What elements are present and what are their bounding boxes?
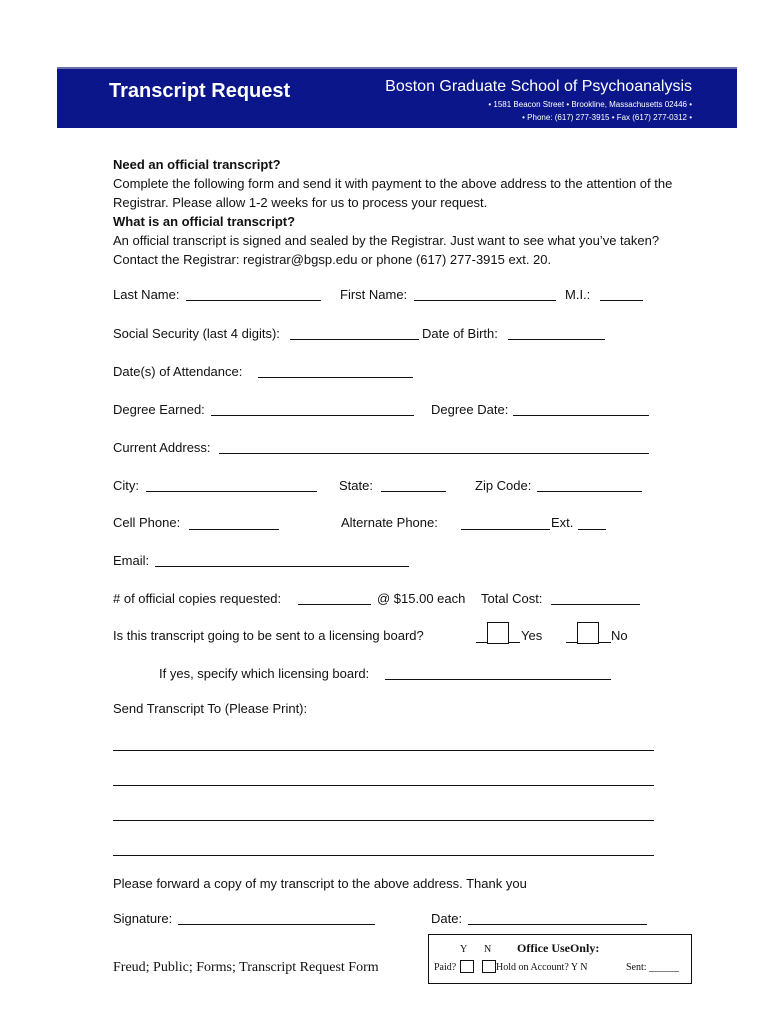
header-banner (57, 67, 737, 128)
attendance-field[interactable] (258, 377, 413, 378)
paid-yes-checkbox[interactable] (460, 960, 474, 973)
send-to-line-1[interactable] (113, 750, 654, 751)
sent-label: Sent: ______ (626, 962, 680, 973)
send-to-label: Send Transcript To (Please Print): (113, 701, 308, 716)
intro-paragraph-1: Complete the following form and send it with payment to the above address to the attention of the Registrar. Please allow 1-2 weeks for us to process your request. (113, 176, 673, 210)
school-address: • 1581 Beacon Street • Brookline, Massachusetts 02446 • (488, 100, 692, 109)
ssn-field[interactable] (290, 339, 419, 340)
degree-earned-label: Degree Earned: (113, 402, 205, 417)
cell-phone-label: Cell Phone: (113, 515, 181, 530)
intro-question-2: What is an official transcript? (113, 214, 296, 229)
state-field[interactable] (381, 491, 446, 492)
city-field[interactable] (146, 491, 317, 492)
zip-label: Zip Code: (475, 478, 532, 493)
degree-date-field[interactable] (513, 415, 649, 416)
cell-phone-field[interactable] (189, 529, 279, 530)
paid-label: Paid? (434, 962, 457, 973)
intro-section (113, 155, 673, 269)
degree-earned-field[interactable] (211, 415, 414, 416)
first-name-field[interactable] (414, 300, 556, 301)
school-name: Boston Graduate School of Psychoanalysis (385, 78, 692, 95)
total-cost-field[interactable] (551, 604, 640, 605)
no-label: No (611, 628, 628, 643)
forward-note: Please forward a copy of my transcript to the above address. Thank you (113, 876, 527, 891)
office-y-label: Y (460, 944, 468, 955)
first-name-label: First Name: (340, 287, 408, 302)
copies-label: # of official copies requested: (113, 591, 282, 606)
price-label: @ $15.00 each (377, 591, 466, 606)
current-address-label: Current Address: (113, 440, 211, 455)
licensing-board-field[interactable] (385, 679, 611, 680)
intro-paragraph-2: An official transcript is signed and sealed by the Registrar. Just want to see what you’ve taken? Contact the Registrar: registrar@bgsp.edu or phone (617) 277-3915 ext. 20. (113, 233, 660, 267)
office-use-box (428, 934, 692, 984)
yes-label: Yes (521, 628, 543, 643)
send-to-line-2[interactable] (113, 785, 654, 786)
intro-question-1: Need an official transcript? (113, 157, 281, 172)
office-use-title: Office UseOnly: (517, 941, 600, 955)
alt-phone-label: Alternate Phone: (341, 515, 438, 530)
send-to-line-4[interactable] (113, 855, 654, 856)
ext-label: Ext. (551, 515, 574, 530)
state-label: State: (339, 478, 373, 493)
mi-field[interactable] (600, 300, 643, 301)
mi-label: M.I.: (565, 287, 591, 302)
zip-field[interactable] (537, 491, 642, 492)
degree-date-label: Degree Date: (431, 402, 509, 417)
licensing-specify-label: If yes, specify which licensing board: (159, 666, 370, 681)
hold-on-account-label: Hold on Account? Y N (496, 962, 588, 973)
office-n-label: N (484, 944, 492, 955)
school-contact: • Phone: (617) 277-3915 • Fax (617) 277-0312 • (522, 113, 692, 122)
signature-label: Signature: (113, 911, 173, 926)
yes-checkbox[interactable] (487, 622, 509, 644)
dob-field[interactable] (508, 339, 605, 340)
copies-field[interactable] (298, 604, 371, 605)
last-name-label: Last Name: (113, 287, 180, 302)
form-title: Transcript Request (109, 80, 291, 102)
last-name-field[interactable] (186, 300, 321, 301)
date-label: Date: (431, 911, 463, 926)
dob-label: Date of Birth: (422, 326, 498, 341)
city-label: City: (113, 478, 139, 493)
no-checkbox[interactable] (577, 622, 599, 644)
paid-no-checkbox[interactable] (482, 960, 496, 973)
attendance-label: Date(s) of Attendance: (113, 364, 243, 379)
ssn-label: Social Security (last 4 digits): (113, 326, 280, 341)
current-address-field[interactable] (219, 453, 649, 454)
alt-phone-field[interactable] (461, 529, 550, 530)
ext-field[interactable] (578, 529, 606, 530)
date-field[interactable] (468, 924, 647, 925)
total-cost-label: Total Cost: (481, 591, 543, 606)
email-field[interactable] (155, 566, 409, 567)
send-to-line-3[interactable] (113, 820, 654, 821)
email-label: Email: (113, 553, 150, 568)
form-reference: Freud; Public; Forms; Transcript Request Form (113, 960, 379, 975)
licensing-question: Is this transcript going to be sent to a licensing board? (113, 628, 424, 643)
signature-field[interactable] (178, 924, 375, 925)
